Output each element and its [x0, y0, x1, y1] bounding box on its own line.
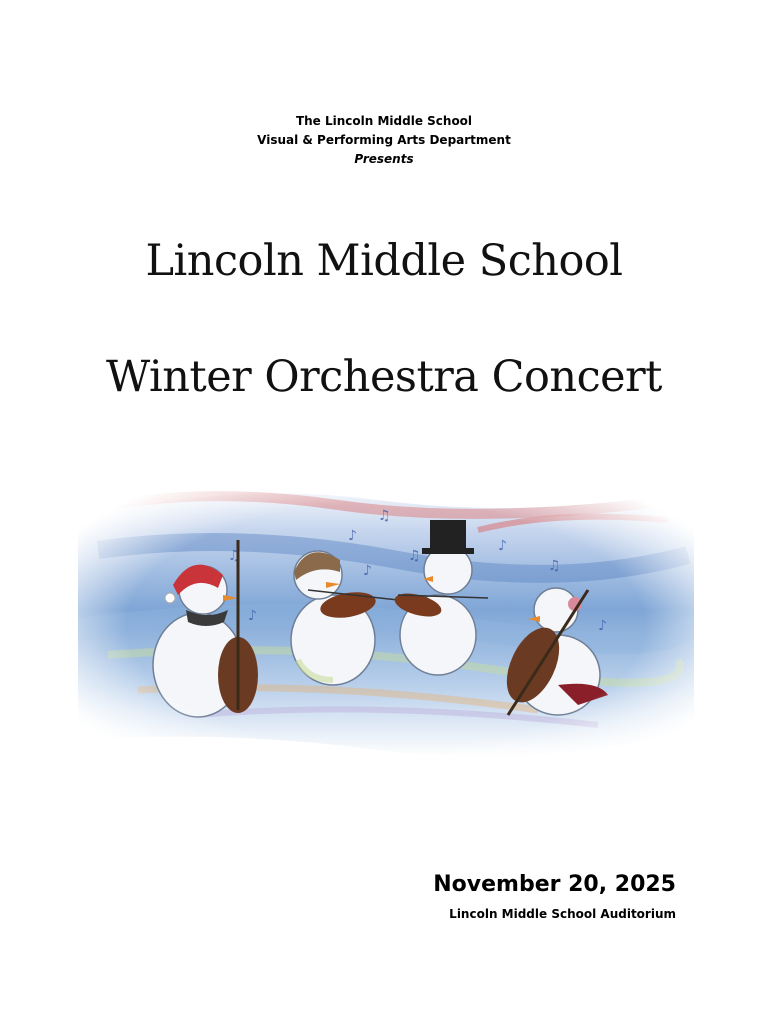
snowmen-orchestra-illustration — [78, 480, 694, 770]
illustration-svg — [78, 480, 694, 770]
presents-text: Presents — [354, 152, 414, 166]
title-school: Lincoln Middle School — [145, 236, 623, 286]
school-name: The Lincoln Middle School — [295, 114, 473, 128]
concert-date: November 20, 2025 — [433, 872, 676, 897]
concert-venue: Lincoln Middle School Auditorium — [449, 907, 676, 921]
title-concert: Winter Orchestra Concert — [106, 352, 662, 402]
department-name: Visual & Performing Arts Department — [257, 133, 511, 147]
presenter-block — [0, 112, 768, 169]
